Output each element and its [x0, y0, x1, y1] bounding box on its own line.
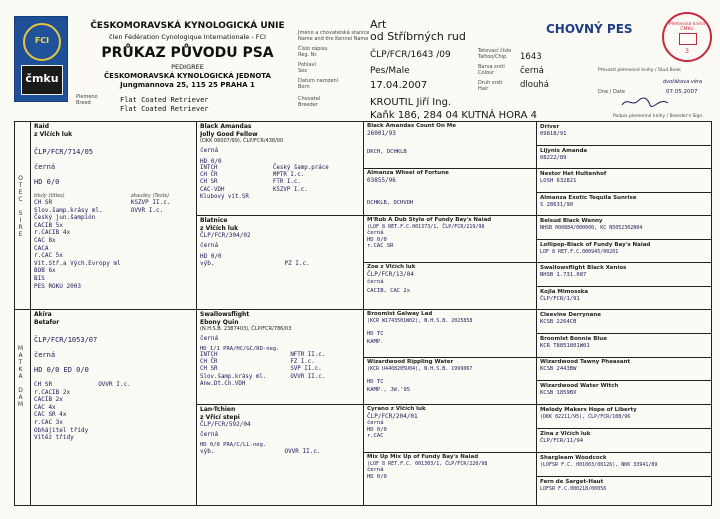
gen4-name: Wizardwood Tawny Pheasant [540, 359, 631, 365]
gen4-name: Lijynis Amanda [540, 148, 588, 154]
gen3-name: Black Amandas Count On Me [367, 123, 456, 129]
gen4-name: Wizardwood Water Witch [540, 383, 619, 389]
dam-dam-cell [200, 406, 360, 504]
gen4-cell-1 [540, 124, 710, 145]
reg-number: ČLP/FCR/1643 /09 [370, 50, 451, 60]
gen4-cell-6 [540, 242, 710, 263]
born-value: 17.04.2007 [370, 80, 428, 91]
gen4-cell-11 [540, 359, 710, 380]
gen3-name: Almanza Wheel of Fortune [367, 170, 449, 176]
gen4-cell-8 [540, 289, 710, 310]
signature [620, 94, 670, 108]
sex-label: Pohlaví Sex [298, 62, 316, 74]
dam-dam-titles: výb. [200, 448, 215, 455]
stud-book-stamp [662, 12, 712, 62]
hair-value: dlouhá [520, 80, 549, 90]
handwritten-name: dvořákova věra [663, 79, 703, 85]
gen3-cell-3 [367, 217, 533, 261]
gen3-reg: ČLP/FCR/13/04 [367, 271, 414, 278]
sex-value: Pes/Male [370, 66, 410, 76]
gen4-reg: 08222/89 [540, 155, 567, 161]
dam-dam-hd: HD 0/0 PRA/C/LL-neg. [200, 442, 267, 448]
gen3-extra: černá HD 0/0 r.CAC [367, 420, 387, 439]
gen4-reg: ČLP/FCR/11/94 [540, 438, 584, 444]
gen4-name: Zina z Vlčích luk [540, 431, 591, 437]
gen3-reg: (LOF 8 RET.F.C. 001303/1, ČLP/FCR/220/98 [367, 461, 488, 467]
titles-label: tituly (titles) [34, 193, 65, 199]
gen4-reg: KCSB 1859BX [540, 390, 577, 396]
sire-colour: černá [34, 163, 56, 171]
sire-titles: CH SR Slov.šamp.krásy ml. Český jun.šampión CACIB 5x r.CACIB 4x CAC 8x CACA r.CAC 5x Vít.Stř.a Vých.Evropy ml BOB 6x BIS PES ROKU 2003 [34, 199, 121, 290]
gen3-extra: HD TC KAMP. [367, 331, 384, 345]
gen4-reg: (LOFSR F.C. 001003/00126), NKK 33941/89 [540, 462, 658, 468]
document-title: PRŮKAZ PŮVODU PSA [101, 45, 274, 61]
stamp-inner-logo [679, 33, 697, 45]
gen4-name: Belsud Black Wenny [540, 218, 603, 224]
gen4-cell-13 [540, 407, 710, 428]
gen3-cell-6 [367, 359, 533, 403]
gen3-extra: černá CACIB, CAC 2x [367, 279, 411, 294]
document-subtitle: PEDIGREE [171, 63, 204, 71]
gen3-reg: (KCR W1743501W02), N.H.S.B. 2025858 [367, 318, 473, 324]
gen3-name: Cyrano z Vlčích luk [367, 406, 426, 412]
gen4-cell-2 [540, 148, 710, 169]
dam-name: Akira Betafor [34, 311, 60, 326]
breed-label: Plemeno Breed [76, 94, 98, 106]
org-name: ČESKOMORAVSKÁ KYNOLOGICKÁ UNIE [90, 21, 285, 31]
sire-sire-hd: HD 0/0 [200, 158, 222, 165]
sire-hd: HD 0/0 [34, 178, 60, 186]
tests-label: zkoušky (Tests) [130, 193, 170, 199]
gen3-extra: DKCH, DCHKLB [367, 149, 407, 155]
fci-logo [14, 16, 68, 102]
gen4-name: Melody Makers Hope of Liberty [540, 407, 637, 413]
dog-name-line1: Art [370, 18, 387, 31]
colour-label: Barva srsti Colour [478, 64, 505, 76]
gen4-cell-16 [540, 479, 710, 504]
sire-dam-cell [200, 217, 360, 307]
gen3-extra: DCHKLB, DCHVDH [367, 200, 414, 206]
gen3-cell-1 [367, 123, 533, 167]
gen4-reg: LOSH 632821 [540, 178, 577, 184]
gen4-cell-15 [540, 455, 710, 476]
gen3-reg: (LOF 8 RET.F.C.001373/1, ČLP/FCR/219/98 [367, 224, 485, 230]
gen4-reg: ČLP/FCR/1/91 [540, 296, 580, 302]
sire-dam-titles: výb. [200, 260, 215, 267]
sire-sire-tests: Český šamp.práce MPTR I.c. FTR I.c. KSZVP I.c. [272, 165, 329, 193]
gen4-reg: LOF 8 RET.F.C.000945/00201 [540, 249, 619, 255]
born-label: Datum narození Born [298, 78, 338, 90]
gen3-name: M'Rub A Dub Style of Fundy Bay's Naiad [367, 217, 492, 223]
sire-sire-titles: INTCH CH ČR CH SR CAC-VDH Klubový vít.SR [200, 165, 249, 200]
sire-dam-colour: černá [200, 242, 219, 249]
gen4-reg: (DKK 02211/95), ČLP/FCR/108/96 [540, 414, 631, 420]
gen4-name: Shargleam Woodcock [540, 455, 607, 461]
gen4-name: Driver [540, 124, 560, 130]
breed-value-1: Flat Coated Retriever [120, 96, 209, 104]
dam-side-label: MATKA DAM [17, 345, 24, 408]
dam-reg: ČLP/FCR/1053/07 [34, 336, 98, 344]
gen4-cell-10 [540, 336, 710, 357]
gen4-reg: S 28631/90 [540, 202, 574, 208]
gen3-reg: (KCR U4408205U04), N.H.S.B. 1999067 [367, 366, 473, 372]
dam-sire-reg: (N.H.S.B. 2387403), ČLP/FCR/786/03 [200, 326, 292, 332]
gen4-name: Lollipop-Black of Fundy Bay's Naiad [540, 242, 651, 248]
dam-sire-titles: INTCH CH ČR CH SR Slov.šamp.krásy ml. Anw.Dt.Ch.VDH [200, 352, 267, 387]
gen3-cell-8 [367, 454, 533, 504]
gen3-reg: ČLP/FCR/204/01 [367, 413, 418, 420]
gen4-name: Almanza Exotic Tequila Sunrise [540, 195, 637, 201]
gen4-reg: NHSB 000884/000000, KC N5052302N04 [540, 225, 643, 231]
gen3-cell-4 [367, 264, 533, 308]
gen4-cell-12 [540, 383, 710, 404]
gen4-reg: KCSB 2443BW [540, 366, 577, 372]
gen3-extra: HD TC KAMP., JW.'95 [367, 379, 411, 393]
sire-sire-colour: černá [200, 147, 219, 154]
dam-titles: CH SR r.CACIB 2x CACIB 2x CAC 4x CAC SR 4x r.CAC 3x Obhájitel třídy Vítěz třídy [34, 381, 89, 442]
gen3-extra: černá HD 0/0 r.CAC SR [367, 230, 394, 249]
association-name: ČESKOMORAVSKÁ KYNOLOGICKÁ JEDNOTA [104, 72, 271, 80]
dam-dam-tests: OVVR II.c. [284, 448, 321, 455]
tattoo-value: 1643 [520, 52, 542, 62]
dam-sire-hd: HD 1/1 PRA/HC/GC/RD-neg. [200, 346, 280, 352]
gen3-reg: 03855/96 [367, 177, 396, 184]
stamp-number: 3 [685, 48, 689, 55]
gen4-cell-4 [540, 195, 710, 216]
dam-sire-cell [200, 311, 360, 402]
breeder-label: Chovatel Breeder [298, 96, 321, 108]
gen3-name: Zoe z Vlčích luk [367, 264, 416, 270]
sire-side-label: OTEC SIRE [17, 175, 24, 238]
gen4-cell-9 [540, 312, 710, 333]
gen3-name: Wizardwood Rippling Water [367, 359, 454, 365]
dam-sire-name: Swallowsflight Ebony Quin [200, 311, 250, 326]
sire-sire-name: Black Amandas Jolly Good Fellow [200, 123, 258, 138]
sire-sire-reg: (DKK 06007/99), ČLP/FCR/438/00 [200, 138, 284, 144]
dam-colour: černá [34, 351, 56, 359]
sire-dam-tests: PZ I.c. [284, 260, 310, 267]
association-address: Jungmannova 25, 115 25 PRAHA 1 [120, 81, 255, 89]
tattoo-label: Tetovací číslo Tattoo/Chip [478, 48, 512, 60]
stud-book-label: Převzetí plemenné knihy / Stud Book [598, 68, 681, 73]
org-membership: člen Fédération Cynologique Internationale - FCI [109, 33, 266, 41]
gen3-cell-7 [367, 406, 533, 451]
fci-logo-text: FCI [34, 36, 50, 45]
dam-hd: HD 0/0 ED 0/0 [34, 366, 89, 374]
breeder-name: KROUTIL Jiří Ing. [370, 97, 452, 108]
stamp-date: 07.05.2007 [666, 89, 698, 95]
dam-tests: OVVR I.c. [98, 381, 131, 388]
sire-sire-cell [200, 123, 360, 213]
gen4-name: Fern de Sarget-Haut [540, 479, 604, 485]
gen3-extra: černá HD 0/0 [367, 467, 387, 480]
breeding-dog-badge: CHOVNÝ PES [546, 22, 633, 36]
breed-value-2: Flat Coated Retriever [120, 105, 209, 113]
dam-sire-tests: NFTR II.c. FZ I.c. SVP II.c. OVVR II.c. [290, 352, 326, 380]
cmku-logo [21, 65, 63, 95]
dam-dam-colour: černá [200, 431, 219, 438]
gen4-name: Kojla Mimosska [540, 289, 589, 295]
sire-reg: ČLP/FCR/714/05 [34, 148, 94, 156]
dam-dam-reg: ČLP/FCR/592/04 [200, 421, 251, 428]
gen4-name: Broomlst Bonnie Blue [540, 336, 607, 342]
gen4-cell-3 [540, 171, 710, 192]
gen4-reg: KCSB 2264CB [540, 319, 577, 325]
gen3-cell-5 [367, 311, 533, 356]
gen3-name: Mix Up Mix Up of Fundy Bay's Naiad [367, 454, 479, 460]
gen4-name: Nestor Het Hultenhof [540, 171, 607, 177]
gen4-reg: NHSB 1.731.087 [540, 272, 587, 278]
sire-dam-hd: HD 0/0 [200, 253, 222, 260]
cmku-logo-text: čmku [25, 72, 59, 85]
breeder-address: Kaňk 186, 284 04 KUTNÁ HORA 4 [370, 110, 537, 121]
gen4-reg: LOFSR F.C.000218/00056 [540, 486, 607, 492]
gen4-cell-14 [540, 431, 710, 452]
sire-name: Raid z Vlčích luk [34, 123, 73, 138]
gen4-cell-5 [540, 218, 710, 239]
colour-value: černá [520, 66, 544, 76]
gen4-reg: 09818/91 [540, 131, 567, 137]
sire-dam-name: Blatnice z Vlčích luk [200, 217, 239, 232]
signature-label: Podpis plemenné knihy / Breeder's Sign. [613, 114, 704, 119]
dam-cell [34, 311, 194, 504]
hair-label: Druh srsti Hair [478, 80, 503, 92]
stamp-text: Plemenná kniha ČMKU [668, 22, 706, 32]
gen4-reg: KCR T8851801W01 [540, 343, 590, 349]
sire-tests: KSZVP II.c. OVVR I.c. [130, 199, 171, 214]
name-label: Jméno a chovatelská stanice Name and the Kennel Name [298, 30, 370, 42]
sire-cell [34, 123, 194, 307]
gen3-name: Broomlst Galway Lad [367, 311, 433, 317]
gen3-reg: 26001/93 [367, 130, 396, 137]
gen4-cell-7 [540, 265, 710, 286]
sire-dam-reg: ČLP/FCR/304/02 [200, 232, 251, 239]
dam-dam-name: Lan-Tchien z Vřící stepi [200, 406, 240, 421]
gen4-name: Cleevine Derrynane [540, 312, 601, 318]
date-label: Dne / Date [598, 89, 625, 95]
reg-label: Číslo zápisu Reg. Nr. [298, 46, 328, 58]
gen4-name: Swallowsflight Black Xenios [540, 265, 627, 271]
dog-name-line2: od Stříbrných rud [370, 30, 466, 43]
dam-sire-colour: černá [200, 335, 219, 342]
